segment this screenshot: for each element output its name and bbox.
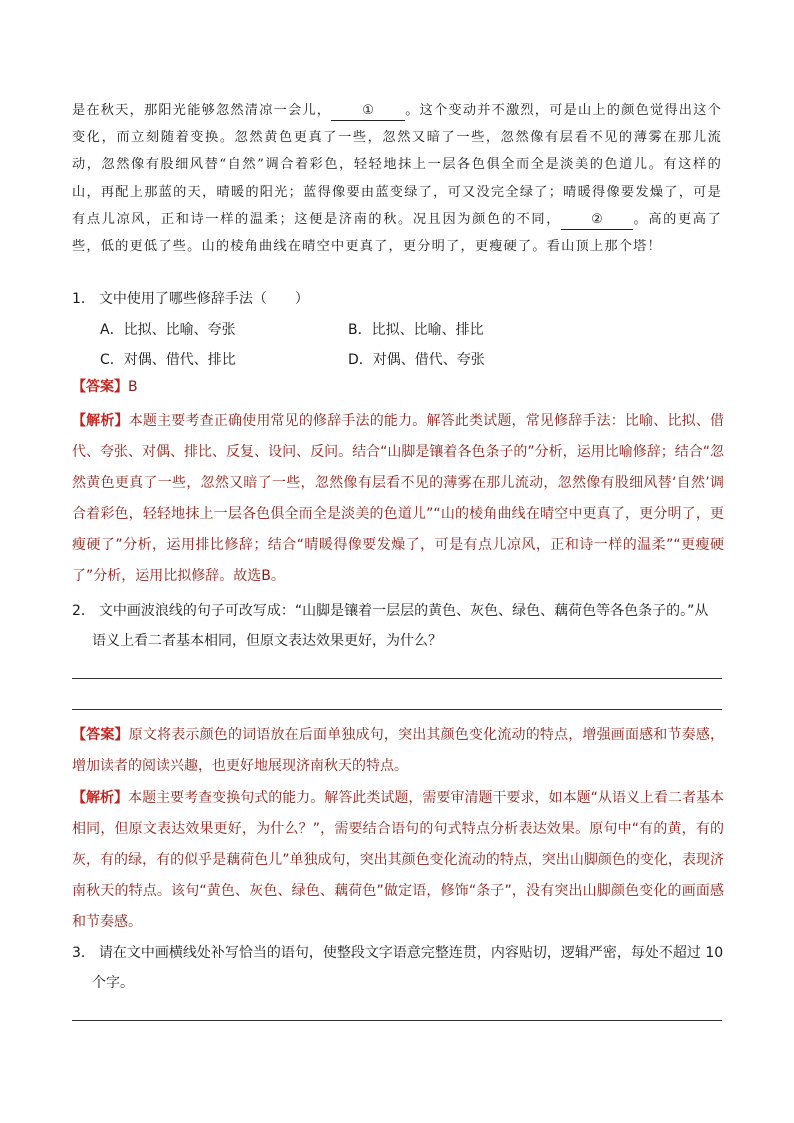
option-c: C．对偶、借代、排比 — [100, 352, 236, 368]
question-3-line1: 请在文中画横线处补写恰当的语句，使整段文字语意完整连贯，内容贴切，逻辑严密，每处不超过 10 — [98, 945, 724, 961]
answer-tag: 【答案】 — [72, 727, 129, 743]
option-b: B．比拟、比喻、排比 — [348, 322, 484, 338]
option-d: D．对偶、借代、夸张 — [348, 352, 485, 368]
passage-text-2: 。这个变动并不激烈，可是山上的颜色觉得出这个变化，而立刻随着变换。忽然黄色更真了一些，忽然又暗了一些，忽然像有层看不见的薄雾在那儿流动，忽然像有股细风替“自然”调合着彩色，轻轻地抹上一层各色俱全而全是淡美的色道儿。有这样的山，再配上那蓝的天，晴暖的阳光；蓝得像要由蓝变绿了，可又没完全绿了；晴暖得像要发燥了，可是有点儿凉风，正和诗一样的温柔；这便是济南的秋。况且因为颜色的不同， — [72, 103, 722, 227]
passage-text-3: 。高的更高了些，低的更低了些。山的棱角曲线在晴空中更真了，更分明了，更瘦硬了。看山顶上那个塔！ — [72, 211, 722, 255]
question-1-text: 文中使用了哪些修辞手法（ ） — [98, 291, 309, 307]
question-1 — [72, 284, 309, 314]
q2-answer — [72, 720, 724, 782]
question-3-number: 3． — [72, 945, 95, 961]
question-3 — [72, 938, 724, 998]
question-3-line2: 个字。 — [92, 975, 134, 991]
answer-tag: 【答案】 — [72, 379, 128, 395]
analysis-text: 本题主要考查正确使用常见的修辞手法的能力。解答此类试题，常见修辞手法：比喻、比拟、借代、夸张、对偶、排比、反复、设问、反问。结合“山脚是镶着各色条子的”分析，运用比喻修辞；结合“忽然黄色更真了一些，忽然又暗了一些，忽然像有层看不见的薄雾在那儿流动，忽然像有股细风替‘自然’调合着彩色，轻轻地抹上一层各色俱全而全是淡美的色道儿”“山的棱角曲线在晴空中更真了，更分明了，更瘦硬了”分析，运用排比修辞；结合“晴暖得像要发燥了，可是有点儿凉风，正和诗一样的温柔”“更瘦硬了”分析，运用比拟修辞。故选B。 — [72, 413, 725, 584]
passage-text-1: 是在秋天，那阳光能够忽然清凉一会儿， — [72, 103, 332, 118]
option-a: A．比拟、比喻、夸张 — [100, 322, 236, 338]
reading-passage — [72, 97, 722, 260]
question-2-line1: 文中画波浪线的句子可改写成：“山脚是镶着一层层的黄色、灰色、绿色、藕荷色等各色条子的。”从 — [98, 603, 709, 619]
q1-answer — [72, 372, 724, 403]
analysis-tag: 【解析】 — [72, 413, 129, 429]
answer-line — [72, 678, 722, 679]
analysis-tag: 【解析】 — [72, 790, 129, 806]
analysis-text: 本题主要考查变换句式的能力。解答此类试题，需要审清题干要求，如本题“从语义上看二者基本相同，但原文表达效果更好，为什么？”，需要结合语句的句式特点分析表达效果。原句中“有的黄，有的灰，有的绿，有的似乎是藕荷色儿”单独成句，突出其颜色变化流动的特点，突出山脚颜色的变化，表现济南秋天的特点。该句“黄色、灰色、绿色、藕荷色”做定语，修饰“条子”，没有突出山脚颜色变化的画面感和节奏感。 — [72, 790, 724, 930]
question-1-number: 1． — [72, 291, 95, 307]
question-2-number: 2． — [72, 603, 95, 619]
q2-analysis — [72, 783, 724, 938]
answer-line — [72, 709, 722, 710]
q1-analysis — [72, 406, 724, 592]
blank-1: ① — [331, 102, 405, 121]
question-2 — [72, 596, 724, 656]
answer-line — [72, 1020, 722, 1021]
question-2-line2: 语义上看二者基本相同，但原文表达效果更好，为什么？ — [92, 633, 442, 649]
answer-text: 原文将表示颜色的词语放在后面单独成句，突出其颜色变化流动的特点，增强画面感和节奏感，增加读者的阅读兴趣，也更好地展现济南秋天的特点。 — [72, 727, 725, 774]
blank-2: ② — [561, 211, 633, 230]
answer-text: B — [128, 379, 138, 395]
